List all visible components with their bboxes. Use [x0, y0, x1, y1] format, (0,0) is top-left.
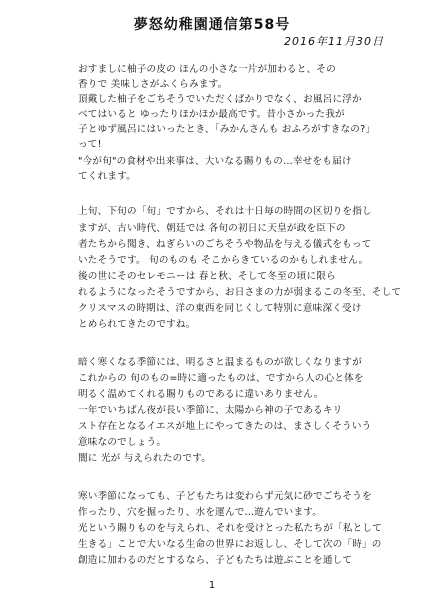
text-line: 意味なのでしょう。: [78, 437, 167, 448]
text-line: 作ったり、穴を掘ったり、水を運んで…遊んでいます。: [78, 507, 323, 518]
text-line: 香りで 美味しさがふくらみます。: [78, 79, 228, 90]
text-line: 者たちから聞き、ねぎらいのごちそうや物品を与える儀式をもって: [78, 239, 372, 250]
text-line: れるようになったそうですから、お日さまの力が弱まるこの冬至、そして: [78, 287, 402, 298]
text-line: って!: [78, 139, 102, 150]
text-line: これからの 旬のもの=時に適ったものは、ですから人の心と体を: [78, 373, 364, 384]
text-line: 寒い季節になっても、子どもたちは変わらず元気に砂でごちそうを: [78, 491, 372, 502]
text-line: 後の世にそのセレモニーは 春と秋、そして冬至の頃に限ら: [78, 271, 336, 282]
text-line: 生きる」ことで大いなる生命の世界にお返しし、そして次の「時」の: [78, 539, 382, 550]
text-line: スト存在となるイエスが地上にやってきたのは、まさしくそういう: [78, 421, 372, 432]
text-line: とめられてきたのですね。: [78, 319, 196, 330]
text-line: "今が旬"の食材や出来事は、大いなる賜りもの…幸せをも届け: [78, 156, 352, 167]
text-line: 闇に 光が 与えられたのです。: [78, 453, 212, 464]
text-line: いたそうです。 旬のものも そこからきているのかもしれません。: [78, 255, 369, 266]
text-line: てくれます。: [78, 171, 136, 182]
text-line: 暗く寒くなる季節には、明るさと温まるものが欲しくなりますが: [78, 357, 363, 368]
newsletter-date: 2016年11月30日: [284, 35, 384, 48]
text-line: クリスマスの時期は、洋の東西を同じくして特別に意味深く受け: [78, 303, 362, 314]
text-line: 上旬、下旬の「旬」ですから、それは十日毎の時間の区切りを指し: [78, 206, 372, 217]
text-line: 子とゆず風呂にはいったとき、「みかんさんも おふろがすきなの?」: [78, 124, 376, 135]
text-line: 明るく温めてくれる賜りものであるに違いありません。: [78, 389, 324, 400]
page-number: 1: [208, 580, 216, 591]
text-line: 創造に加わるのだとするなら、子どもたちは遊ぶことを通して: [78, 555, 353, 566]
text-line: ますが、古い時代、朝廷では 各旬の初日に天皇が政を臣下の: [78, 223, 346, 234]
text-line: 一年でいちばん夜が長い季節に、太陽から神の子であるキリ: [78, 405, 343, 416]
text-line: べてはいると ゆったりほかほか最高です。昔小さかった我が: [78, 109, 345, 120]
newsletter-title: 夢怒幼稚園通信第58号: [133, 17, 291, 33]
text-line: おすましに柚子の皮の ほんの小さな一片が加わると、その: [78, 64, 336, 75]
text-line: 頂戴した柚子をごちそうでいただくばかりでなく、お風呂に浮か: [78, 94, 362, 105]
text-line: 光という賜りものを与えられ、それを受けとった私たちが「私として: [78, 523, 382, 534]
